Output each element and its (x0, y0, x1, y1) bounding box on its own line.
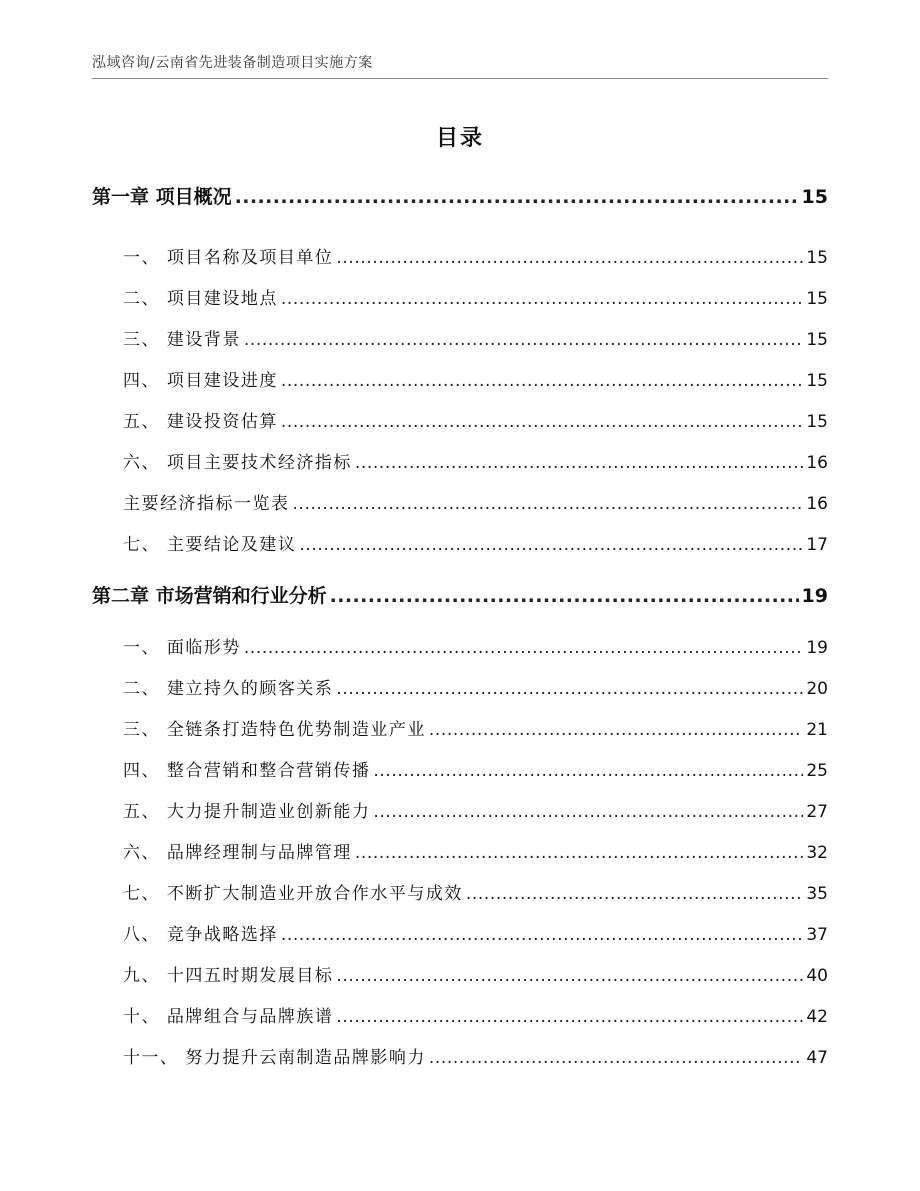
toc-entry-title: 一、 面临形势 (123, 638, 241, 658)
toc-page-number: 15 (806, 248, 828, 268)
toc-page-number: 35 (806, 884, 828, 904)
toc-chapter-entry[interactable] (92, 185, 828, 209)
toc-section-entry[interactable] (123, 718, 828, 742)
toc-entry-title: 三、 全链条打造特色优势制造业产业 (123, 720, 426, 740)
toc-entry-title: 八、 竞争战略选择 (123, 925, 278, 945)
toc-entry-title: 一、 项目名称及项目单位 (123, 248, 334, 268)
toc-dot-leader (235, 185, 799, 209)
toc-dot-leader (373, 800, 803, 824)
toc-dot-leader (281, 369, 803, 393)
toc-page-number: 21 (806, 720, 828, 740)
toc-section-entry[interactable] (123, 636, 828, 660)
toc-section-entry[interactable] (123, 800, 828, 824)
toc-section-entry[interactable] (123, 964, 828, 988)
toc-page-number: 16 (806, 453, 828, 473)
toc-section-entry[interactable] (123, 328, 828, 352)
toc-dot-leader (355, 451, 803, 475)
toc-dot-leader (281, 287, 803, 311)
toc-entry-title: 二、 项目建设地点 (123, 289, 278, 309)
toc-dot-leader (293, 492, 804, 516)
toc-section-entry[interactable] (123, 841, 828, 865)
toc-section-entry[interactable] (123, 492, 828, 516)
toc-page-number: 37 (806, 925, 828, 945)
toc-page-number: 40 (806, 966, 828, 986)
toc-entry-title: 六、 项目主要技术经济指标 (123, 453, 352, 473)
toc-entry-title: 二、 建立持久的顾客关系 (123, 679, 334, 699)
toc-chapter-entry[interactable] (92, 584, 828, 608)
toc-entry-title: 九、 十四五时期发展目标 (123, 966, 334, 986)
toc-dot-leader (429, 1046, 803, 1070)
toc-dot-leader (299, 533, 803, 557)
toc-entry-title: 第二章 市场营销和行业分析 (92, 585, 327, 607)
toc-entry-title: 六、 品牌经理制与品牌管理 (123, 843, 352, 863)
toc-dot-leader (355, 841, 803, 865)
toc-page-number: 15 (806, 412, 828, 432)
toc-section-entry[interactable] (123, 246, 828, 270)
toc-section-entry[interactable] (123, 451, 828, 475)
toc-section-entry[interactable] (123, 369, 828, 393)
toc-section-entry[interactable] (123, 882, 828, 906)
toc-dot-leader (466, 882, 803, 906)
toc-section-entry[interactable] (123, 677, 828, 701)
toc-section-entry[interactable] (123, 759, 828, 783)
toc-section-entry[interactable] (123, 1005, 828, 1029)
toc-page-number: 47 (806, 1048, 828, 1068)
header-divider (92, 78, 828, 79)
toc-dot-leader (336, 964, 803, 988)
toc-page-number: 15 (806, 330, 828, 350)
toc-page-number: 25 (806, 761, 828, 781)
toc-dot-leader (281, 410, 803, 434)
toc-page-number: 19 (806, 638, 828, 658)
toc-dot-leader (281, 923, 803, 947)
toc-page-number: 15 (806, 371, 828, 391)
toc-section-entry[interactable] (123, 1046, 828, 1070)
toc-entry-title: 四、 项目建设进度 (123, 371, 278, 391)
running-header: 泓域咨询/云南省先进装备制造项目实施方案 (92, 55, 373, 71)
toc-section-entry[interactable] (123, 923, 828, 947)
toc-entry-title: 十一、 努力提升云南制造品牌影响力 (123, 1048, 426, 1068)
toc-dot-leader (336, 677, 803, 701)
toc-entry-title: 五、 建设投资估算 (123, 412, 278, 432)
toc-entry-title: 七、 不断扩大制造业开放合作水平与成效 (123, 884, 463, 904)
toc-dot-leader (330, 584, 799, 608)
toc-entry-title: 十、 品牌组合与品牌族谱 (123, 1007, 334, 1027)
toc-section-entry[interactable] (123, 533, 828, 557)
toc-page-number: 15 (801, 186, 828, 208)
toc-page-number: 42 (806, 1007, 828, 1027)
toc-dot-leader (429, 718, 803, 742)
toc-dot-leader (244, 328, 803, 352)
toc-page-number: 15 (806, 289, 828, 309)
toc-page-number: 16 (806, 494, 828, 514)
toc-entry-title: 第一章 项目概况 (92, 186, 232, 208)
toc-section-entry[interactable] (123, 410, 828, 434)
toc-page-number: 20 (806, 679, 828, 699)
toc-entry-title: 三、 建设背景 (123, 330, 241, 350)
toc-dot-leader (336, 1005, 803, 1029)
toc-title: 目录 (435, 126, 484, 151)
toc-entry-title: 主要经济指标一览表 (123, 494, 290, 514)
toc-page-number: 27 (806, 802, 828, 822)
toc-page-number: 32 (806, 843, 828, 863)
toc-entry-title: 四、 整合营销和整合营销传播 (123, 761, 371, 781)
toc-entry-title: 七、 主要结论及建议 (123, 535, 297, 555)
toc-dot-leader (244, 636, 803, 660)
toc-page-number: 17 (806, 535, 828, 555)
toc-page-number: 19 (801, 585, 828, 607)
toc-dot-leader (336, 246, 803, 270)
toc-entry-title: 五、 大力提升制造业创新能力 (123, 802, 371, 822)
toc-section-entry[interactable] (123, 287, 828, 311)
toc-dot-leader (373, 759, 803, 783)
